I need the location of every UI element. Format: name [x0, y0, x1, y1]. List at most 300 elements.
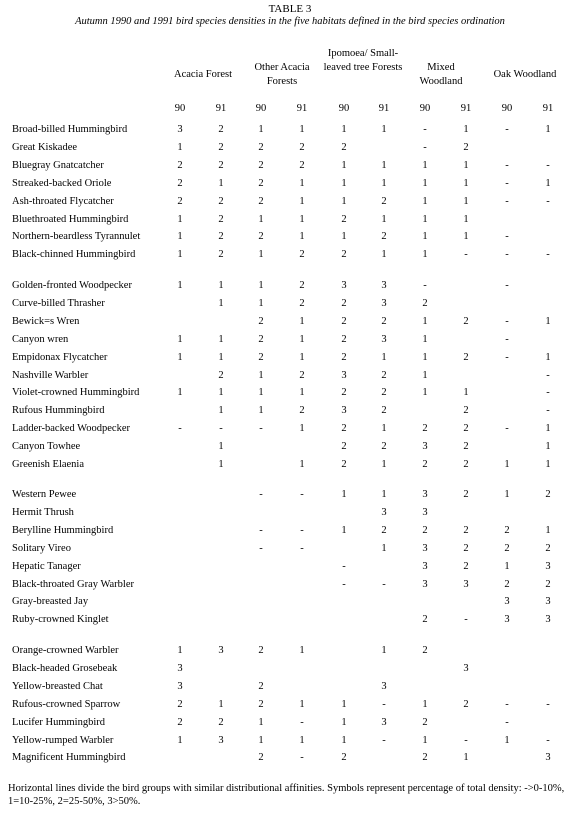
habitat-header-oak: Oak Woodland — [493, 69, 557, 80]
table-row — [0, 578, 580, 592]
table-row — [0, 751, 580, 765]
density-cell: 2 — [504, 524, 510, 536]
density-cell: 2 — [463, 560, 469, 572]
density-cell: 1 — [341, 177, 347, 189]
density-cell: 1 — [218, 387, 224, 399]
density-cell: 2 — [299, 369, 305, 381]
density-cell: 2 — [463, 698, 469, 710]
density-cell: - — [505, 231, 509, 243]
density-cell: 1 — [177, 249, 183, 261]
density-cell: 3 — [177, 680, 183, 692]
density-cell: 1 — [422, 177, 428, 189]
density-cell: - — [546, 734, 550, 746]
table-row — [0, 297, 580, 311]
density-cell: 2 — [258, 141, 264, 153]
density-cell: 2 — [258, 333, 264, 345]
density-cell: 1 — [177, 734, 183, 746]
density-cell: 3 — [545, 560, 551, 572]
density-cell: 2 — [177, 195, 183, 207]
density-cell: 1 — [177, 351, 183, 363]
table-row — [0, 230, 580, 244]
density-cell: 1 — [177, 231, 183, 243]
table-row — [0, 369, 580, 383]
density-cell: - — [259, 542, 263, 554]
density-cell: 1 — [422, 159, 428, 171]
species-name: Great Kiskadee — [12, 141, 78, 153]
density-cell: 2 — [258, 752, 264, 764]
density-cell: 1 — [218, 297, 224, 309]
density-cell: 1 — [218, 441, 224, 453]
table-row — [0, 734, 580, 748]
density-cell: 1 — [463, 752, 469, 764]
year-header-row — [0, 102, 580, 116]
species-name: Broad-billed Hummingbird — [12, 124, 128, 135]
density-cell: - — [259, 524, 263, 536]
density-cell: - — [546, 159, 550, 171]
density-cell: - — [505, 698, 509, 710]
density-cell: 1 — [545, 177, 551, 189]
density-cell: 2 — [341, 297, 347, 309]
year-label: 90 — [255, 103, 267, 114]
density-cell: 1 — [341, 159, 347, 171]
density-cell: 1 — [504, 459, 510, 470]
density-cell: 2 — [422, 524, 428, 536]
table-row — [0, 613, 580, 627]
density-cell: 2 — [258, 315, 264, 327]
species-name: Berylline Hummingbird — [12, 524, 114, 536]
density-cell: 3 — [341, 369, 347, 381]
density-cell: - — [546, 195, 550, 207]
density-cell: 1 — [422, 231, 428, 243]
density-cell: 2 — [218, 716, 224, 728]
species-name: Yellow-rumped Warbler — [12, 734, 114, 746]
density-cell: 3 — [463, 578, 469, 590]
density-cell: - — [505, 177, 509, 189]
table-row — [0, 680, 580, 694]
density-cell: 3 — [341, 280, 347, 291]
density-cell: - — [382, 578, 386, 590]
density-cell: - — [464, 734, 468, 746]
density-cell: 1 — [463, 231, 469, 243]
density-cell: 1 — [177, 213, 183, 225]
density-cell: - — [546, 369, 550, 381]
density-cell: - — [505, 315, 509, 327]
density-cell: 1 — [381, 459, 387, 470]
table-footnote: Horizontal lines divide the bird groups with similar distributional affinities. Symbols represent percentage of total density: ->0-10%, 1=10-25%, 2=25-50%, 3>50%. — [8, 783, 565, 807]
density-cell: 2 — [177, 698, 183, 710]
habitat-header-acacia: Acacia Forest — [173, 69, 233, 80]
density-cell: 3 — [422, 542, 428, 554]
density-cell: 3 — [177, 662, 183, 674]
species-name: Nashville Warbler — [12, 369, 89, 381]
table-row — [0, 213, 580, 227]
density-cell: 1 — [258, 734, 264, 746]
density-cell: 3 — [218, 734, 224, 746]
density-cell: 1 — [258, 405, 264, 417]
density-cell: - — [219, 423, 223, 435]
table-row — [0, 716, 580, 730]
species-name: Solitary Vireo — [12, 542, 71, 554]
density-cell: 2 — [463, 524, 469, 536]
density-cell: - — [505, 249, 509, 261]
density-cell: - — [505, 280, 509, 291]
species-name: Black-chinned Hummingbird — [12, 249, 136, 261]
density-cell: 2 — [463, 405, 469, 417]
density-cell: 1 — [422, 315, 428, 327]
density-cell: 2 — [341, 249, 347, 261]
table-row — [0, 542, 580, 556]
density-cell: 1 — [258, 297, 264, 309]
density-cell: 1 — [422, 734, 428, 746]
density-cell: 1 — [341, 716, 347, 728]
density-cell: 2 — [504, 542, 510, 554]
density-cell: 1 — [545, 423, 551, 435]
density-cell: 2 — [422, 423, 428, 435]
density-cell: 1 — [299, 645, 305, 656]
density-cell: - — [300, 542, 304, 554]
species-name: Streaked-backed Oriole — [12, 177, 112, 189]
density-cell: 2 — [463, 141, 469, 153]
year-label: 91 — [296, 103, 308, 114]
species-name: Curve-billed Thrasher — [12, 297, 105, 309]
density-cell: 2 — [545, 489, 551, 500]
density-cell: 1 — [299, 213, 305, 225]
density-cell: 1 — [218, 459, 224, 470]
table-row — [0, 279, 580, 293]
density-cell: 2 — [422, 614, 428, 626]
species-name: Rufous-crowned Sparrow — [12, 698, 121, 710]
density-cell: 2 — [463, 542, 469, 554]
density-cell: 2 — [258, 351, 264, 363]
density-cell: - — [300, 716, 304, 728]
species-name: Gray-breasted Jay — [12, 596, 89, 608]
density-cell: 2 — [545, 578, 551, 590]
density-cell: 3 — [381, 506, 387, 518]
year-label: 90 — [501, 103, 513, 114]
density-cell: 1 — [422, 333, 428, 345]
density-cell: 1 — [299, 315, 305, 327]
density-cell: 2 — [299, 297, 305, 309]
density-cell: 2 — [258, 680, 264, 692]
density-cell: - — [423, 124, 427, 135]
density-cell: 2 — [504, 578, 510, 590]
species-name: Rufous Hummingbird — [12, 405, 105, 417]
density-cell: 1 — [381, 542, 387, 554]
density-cell: 1 — [177, 387, 183, 399]
density-cell: 1 — [381, 124, 387, 135]
year-label: 91 — [215, 103, 227, 114]
density-cell: 1 — [341, 124, 347, 135]
density-cell: - — [342, 578, 346, 590]
density-cell: 2 — [422, 297, 428, 309]
year-label: 90 — [419, 103, 431, 114]
density-cell: 2 — [422, 752, 428, 764]
density-cell: 1 — [299, 231, 305, 243]
density-cell: 1 — [341, 489, 347, 500]
density-cell: 1 — [545, 524, 551, 536]
density-cell: - — [423, 141, 427, 153]
density-cell: 1 — [299, 333, 305, 345]
density-cell: 2 — [422, 716, 428, 728]
density-cell: 2 — [218, 249, 224, 261]
density-cell: 1 — [463, 124, 469, 135]
density-cell: 1 — [218, 698, 224, 710]
density-cell: 1 — [463, 387, 469, 399]
density-cell: 1 — [381, 177, 387, 189]
density-cell: 3 — [545, 752, 551, 764]
density-cell: 1 — [504, 489, 510, 500]
table-row — [0, 488, 580, 502]
density-cell: 1 — [545, 441, 551, 453]
density-cell: - — [505, 333, 509, 345]
density-cell: 1 — [218, 351, 224, 363]
year-label: 91 — [378, 103, 390, 114]
density-cell: 2 — [463, 315, 469, 327]
density-cell: 1 — [341, 231, 347, 243]
table-row — [0, 123, 580, 137]
density-cell: - — [342, 560, 346, 572]
species-name: Magnificent Hummingbird — [12, 752, 126, 764]
density-cell: 1 — [218, 280, 224, 291]
density-cell: 2 — [381, 231, 387, 243]
density-cell: 2 — [463, 423, 469, 435]
density-cell: 1 — [258, 124, 264, 135]
density-cell: - — [382, 734, 386, 746]
density-cell: 3 — [504, 596, 510, 608]
year-label: 91 — [542, 103, 554, 114]
species-name: Empidonax Flycatcher — [12, 351, 108, 363]
density-cell: 2 — [218, 159, 224, 171]
density-cell: 1 — [422, 213, 428, 225]
species-name: Western Pewee — [12, 489, 77, 500]
density-cell: 3 — [545, 614, 551, 626]
density-cell: 2 — [463, 489, 469, 500]
density-cell: 3 — [545, 596, 551, 608]
density-cell: 2 — [341, 315, 347, 327]
density-cell: 3 — [422, 578, 428, 590]
density-cell: 2 — [218, 213, 224, 225]
table-row — [0, 404, 580, 418]
density-cell: - — [505, 716, 509, 728]
density-cell: 1 — [177, 141, 183, 153]
density-cell: - — [505, 159, 509, 171]
density-cell: 1 — [177, 333, 183, 345]
density-cell: 2 — [381, 195, 387, 207]
density-cell: 2 — [341, 351, 347, 363]
density-cell: 3 — [381, 680, 387, 692]
density-cell: 2 — [341, 752, 347, 764]
density-cell: 1 — [341, 734, 347, 746]
density-cell: 2 — [218, 124, 224, 135]
density-cell: 3 — [381, 297, 387, 309]
density-cell: 1 — [341, 195, 347, 207]
density-cell: 1 — [422, 369, 428, 381]
species-name: Yellow-breasted Chat — [12, 680, 103, 692]
species-name: Greenish Elaenia — [12, 459, 85, 470]
density-cell: 1 — [381, 423, 387, 435]
table-row — [0, 662, 580, 676]
table-title: TABLE 3 — [268, 3, 312, 15]
density-cell: 2 — [258, 177, 264, 189]
species-name: Canyon Towhee — [12, 441, 81, 453]
density-cell: - — [178, 423, 182, 435]
density-cell: 1 — [545, 124, 551, 135]
density-cell: 1 — [299, 698, 305, 710]
density-cell: - — [505, 351, 509, 363]
density-cell: 2 — [218, 141, 224, 153]
density-cell: - — [300, 489, 304, 500]
density-cell: - — [259, 423, 263, 435]
density-cell: - — [505, 423, 509, 435]
density-cell: 1 — [299, 124, 305, 135]
density-cell: 2 — [381, 315, 387, 327]
density-cell: 2 — [545, 542, 551, 554]
density-cell: 2 — [341, 459, 347, 470]
table-row — [0, 351, 580, 365]
density-cell: 1 — [381, 645, 387, 656]
density-cell: 1 — [341, 698, 347, 710]
table-row — [0, 177, 580, 191]
density-cell: 2 — [299, 159, 305, 171]
density-cell: 1 — [258, 213, 264, 225]
density-cell: 1 — [258, 387, 264, 399]
density-cell: 1 — [463, 159, 469, 171]
density-cell: 2 — [463, 459, 469, 470]
density-cell: 1 — [422, 387, 428, 399]
density-cell: 1 — [381, 489, 387, 500]
density-cell: 2 — [258, 645, 264, 656]
density-cell: 2 — [381, 369, 387, 381]
density-cell: 3 — [422, 489, 428, 500]
density-cell: 3 — [422, 560, 428, 572]
table-row — [0, 159, 580, 173]
density-cell: 1 — [463, 195, 469, 207]
density-cell: 2 — [258, 698, 264, 710]
density-cell: 1 — [258, 369, 264, 381]
density-cell: 1 — [177, 645, 183, 656]
habitat-header-mixed: Mixed Woodland — [419, 62, 463, 87]
density-cell: 1 — [545, 351, 551, 363]
table-row — [0, 698, 580, 712]
density-cell: 1 — [258, 716, 264, 728]
density-cell: 2 — [299, 280, 305, 291]
density-cell: 2 — [422, 459, 428, 470]
density-cell: 1 — [504, 734, 510, 746]
density-cell: - — [464, 614, 468, 626]
density-cell: 1 — [381, 213, 387, 225]
density-cell: 1 — [218, 333, 224, 345]
density-cell: 3 — [341, 405, 347, 417]
density-cell: 1 — [299, 351, 305, 363]
density-cell: 2 — [341, 387, 347, 399]
density-cell: 1 — [422, 249, 428, 261]
density-cell: 1 — [177, 280, 183, 291]
density-cell: 3 — [422, 506, 428, 518]
density-cell: 2 — [341, 441, 347, 453]
density-cell: 1 — [299, 195, 305, 207]
density-cell: - — [546, 698, 550, 710]
density-cell: 2 — [422, 645, 428, 656]
density-cell: 2 — [341, 333, 347, 345]
density-cell: - — [546, 387, 550, 399]
species-name: Hepatic Tanager — [12, 560, 81, 572]
table-row — [0, 248, 580, 262]
density-cell: - — [300, 524, 304, 536]
density-cell: 3 — [218, 645, 224, 656]
year-label: 91 — [460, 103, 472, 114]
table-row — [0, 386, 580, 400]
density-cell: - — [546, 405, 550, 417]
species-name: Orange-crowned Warbler — [12, 645, 119, 656]
density-cell: 2 — [341, 213, 347, 225]
density-cell: 1 — [381, 351, 387, 363]
species-name: Ash-throated Flycatcher — [12, 195, 114, 207]
species-name: Canyon wren — [12, 333, 69, 345]
habitat-header-other-acacia: Other Acacia Forests — [254, 62, 310, 87]
density-cell: 2 — [299, 141, 305, 153]
table-subtitle: Autumn 1990 and 1991 bird species densities in the five habitats defined in the bird species ordination — [75, 16, 505, 27]
density-cell: 1 — [218, 177, 224, 189]
density-cell: 1 — [422, 351, 428, 363]
species-name: Northern-beardless Tyrannulet — [12, 231, 141, 243]
species-name: Black-throated Gray Warbler — [12, 578, 134, 590]
density-cell: 1 — [299, 734, 305, 746]
table-row — [0, 440, 580, 454]
species-name: Ruby-crowned Kinglet — [12, 614, 109, 626]
density-cell: 2 — [299, 405, 305, 417]
density-cell: 2 — [299, 249, 305, 261]
year-label: 90 — [174, 103, 186, 114]
habitat-header-ipomoea: Ipomoea/ Small-leaved tree Forests — [323, 48, 403, 73]
density-cell: 2 — [177, 159, 183, 171]
density-cell: 2 — [258, 159, 264, 171]
year-label: 90 — [338, 103, 350, 114]
table-row — [0, 422, 580, 436]
density-cell: - — [505, 124, 509, 135]
table-row — [0, 524, 580, 538]
species-name: Black-headed Grosebeak — [12, 662, 118, 674]
density-cell: 2 — [381, 441, 387, 453]
density-cell: 1 — [381, 159, 387, 171]
density-cell: - — [382, 698, 386, 710]
density-cell: 2 — [381, 524, 387, 536]
density-cell: 2 — [218, 369, 224, 381]
species-name: Violet-crowned Hummingbird — [12, 387, 140, 399]
table-row — [0, 195, 580, 209]
density-cell: 1 — [504, 560, 510, 572]
density-cell: - — [505, 195, 509, 207]
density-cell: 1 — [299, 387, 305, 399]
density-cell: 2 — [463, 351, 469, 363]
density-cell: 2 — [177, 177, 183, 189]
density-cell: 1 — [422, 195, 428, 207]
density-cell: - — [464, 249, 468, 261]
density-cell: 2 — [341, 141, 347, 153]
density-cell: 2 — [177, 716, 183, 728]
table-row — [0, 506, 580, 520]
table-row — [0, 315, 580, 329]
species-name: Golden-fronted Woodpecker — [12, 280, 132, 291]
density-cell: 1 — [299, 459, 305, 470]
density-cell: 3 — [381, 280, 387, 291]
density-cell: 2 — [381, 387, 387, 399]
density-cell: - — [300, 752, 304, 764]
species-name: Bewick=s Wren — [12, 315, 80, 327]
density-cell: 3 — [504, 614, 510, 626]
density-cell: 1 — [422, 698, 428, 710]
density-cell: 1 — [545, 315, 551, 327]
density-cell: 2 — [341, 423, 347, 435]
